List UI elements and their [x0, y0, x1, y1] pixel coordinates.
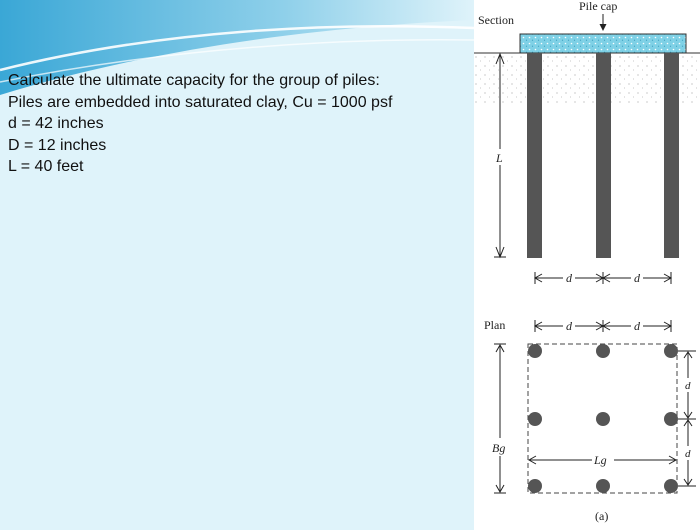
- pile-section-1: [527, 53, 542, 258]
- plan-spacing-label-1: d: [566, 319, 572, 333]
- group-length-dimension: [529, 453, 676, 467]
- problem-line-2: Piles are embedded into saturated clay, Cu = 1000 psf: [8, 93, 393, 111]
- pile-plan-4: [528, 412, 542, 426]
- problem-statement: [8, 70, 392, 178]
- length-label: L: [496, 151, 503, 165]
- plan-spacing-label-2: d: [634, 319, 640, 333]
- group-width-dimension: [492, 344, 508, 493]
- pile-plan-5: [596, 412, 610, 426]
- group-length-label: Lg: [594, 453, 607, 467]
- pile-plan-7: [528, 479, 542, 493]
- pile-plan-8: [596, 479, 610, 493]
- plan-right-spacing-dimension: [678, 351, 696, 486]
- width-label: Bg: [492, 441, 506, 455]
- pile-plan-1: [528, 344, 542, 358]
- problem-line-3: d = 42 inches: [8, 115, 104, 132]
- pile-plan-grid: [528, 344, 678, 493]
- pile-cap: [520, 34, 686, 53]
- spacing-label-2: d: [634, 271, 640, 285]
- pile-plan-2: [596, 344, 610, 358]
- pile-group-figure: [474, 0, 700, 530]
- problem-line-1: Calculate the ultimate capacity for the group of piles:: [8, 72, 380, 89]
- spacing-label-1: d: [566, 271, 572, 285]
- section-label: Section: [478, 13, 514, 27]
- section-spacing-dimension: [535, 271, 671, 285]
- right-spacing-label-2: d: [685, 448, 691, 460]
- plan-spacing-dimension: [535, 319, 671, 333]
- pile-plan-3: [664, 344, 678, 358]
- pile-plan-9: [664, 479, 678, 493]
- pile-section-2: [596, 53, 611, 258]
- pile-section-3: [664, 53, 679, 258]
- right-spacing-label-1: d: [685, 380, 691, 392]
- problem-line-4: D = 12 inches: [8, 136, 107, 154]
- problem-line-5: L = 40 feet: [8, 158, 84, 175]
- plan-label: Plan: [484, 318, 506, 332]
- pile-cap-label: Pile cap: [579, 0, 618, 13]
- pile-plan-6: [664, 412, 678, 426]
- figure-caption: (a): [595, 509, 609, 523]
